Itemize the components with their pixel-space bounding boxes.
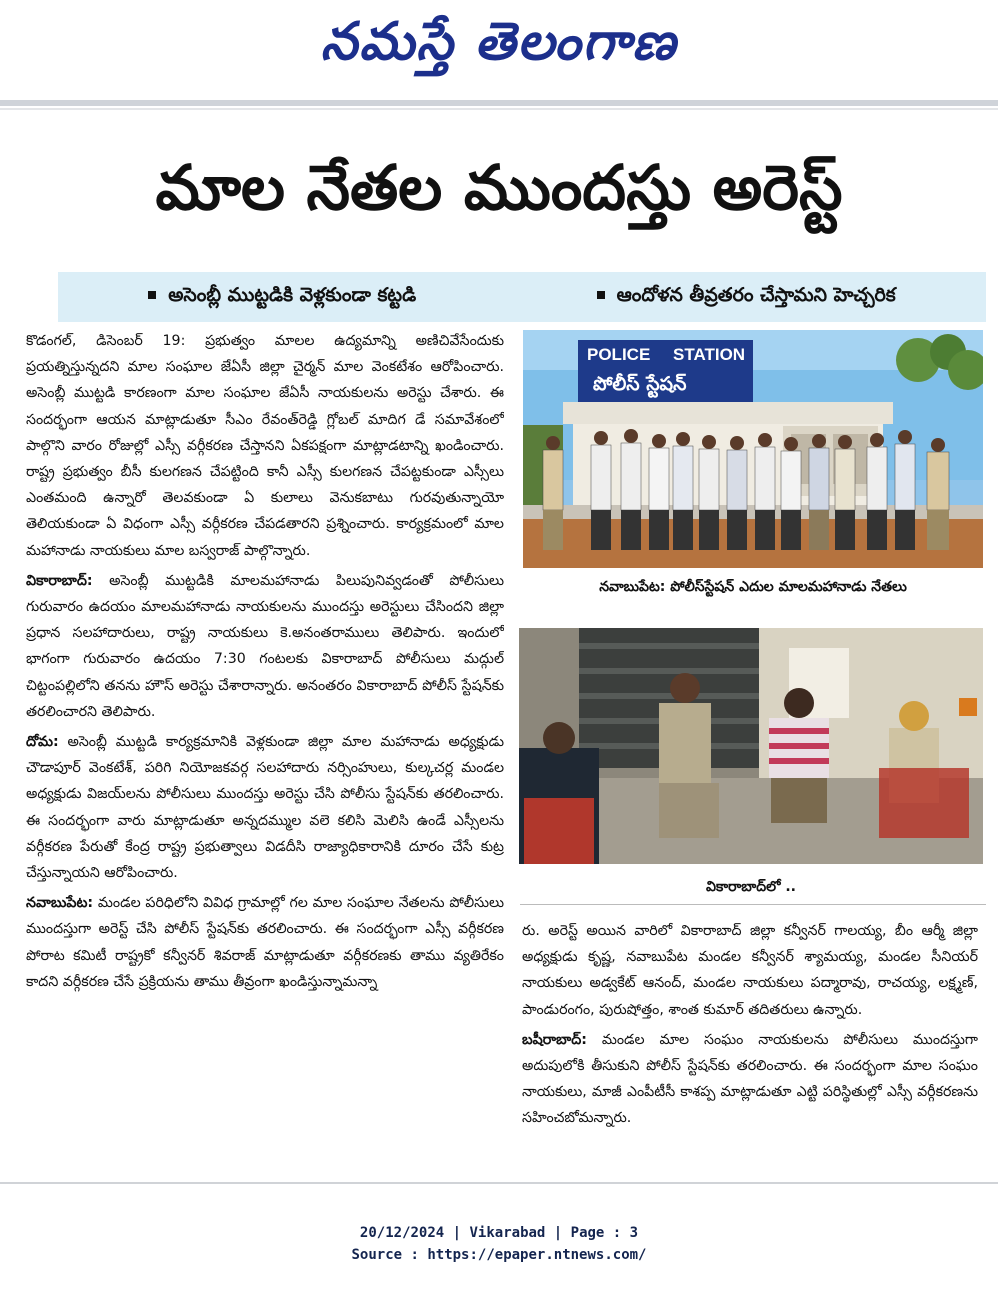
photo-detained-leaders — [519, 628, 983, 864]
masthead — [0, 6, 998, 78]
bottom-divider — [0, 1182, 998, 1184]
headline: మాల నేతల ముందస్తు అరెస్ట్ — [155, 151, 843, 224]
article-paragraph: నవాబుపేట: మండల పరిధిలోని వివిధ గ్రామాల్లో గల మాల సంఘాల నేతలను పోలీసులు ముందస్తుగా అరెస్ట్ చేసి పోలీస్ స్టేషన్‌కు తరలించారు. ఈ సందర్భంగా ఎస్సీ వర్గీకరణ పోరాట కమిటీ రాష్ట్రకో కన్వీనర్ శివరాజ్ మాట్లాడుతూ వర్గీకరణకు తాము వ్యతిరేకం కాదని వర్గీకరణ చేసే ప్రక్రియను తాము తీవ్రంగా ఖండిస్తున్నామన్నా — [26, 895, 504, 990]
article-paragraph: బషీరాబాద్: మండల మాల సంఘం నాయకులను పోలీసులు ముందస్తుగా అదుపులోకి తీసుకుని పోలీస్ స్టేషన్‌కు తరలించారు. ఈ సందర్భంగా మాల సంఘం నాయకులు, మాజీ ఎంపీటీసీ కాశప్ప మాట్లాడుతూ ఎట్టి పరిస్థితుల్లో ఎస్సీ వర్గీకరణను సహించబోమన్నారు. — [522, 1031, 978, 1127]
subheadline-bar — [58, 272, 986, 322]
caption-divider — [520, 904, 986, 905]
photo-caption-2: వికారాబాద్‌లో .. — [705, 879, 797, 895]
sign-station: STATION — [673, 345, 746, 364]
masthead-divider — [0, 100, 998, 106]
sign-police: POLICE — [587, 345, 651, 364]
dateline-vikarabad: వికారాబాద్: — [26, 572, 93, 589]
bullet-icon — [597, 291, 605, 299]
footer-source: Source : https://epaper.ntnews.com/ — [351, 1247, 647, 1263]
footer-date-edition: 20/12/2024 | Vikarabad | Page : 3 — [359, 1225, 639, 1241]
photo-police-station-group — [523, 330, 983, 568]
sign-telugu: పోలీస్ స్టేషన్ — [593, 373, 687, 395]
bullet-icon — [148, 291, 156, 299]
dateline-basheerabad: బషీరాబాద్: — [522, 1031, 587, 1048]
article-left-column — [26, 328, 504, 1160]
article-paragraph: దోమ: అసెంబ్లీ ముట్టడి కార్యక్రమానికి వెళ్లకుండా జిల్లా మాల మహానాడు అధ్యక్షుడు చౌడాపూర్ వెంకటేశ్, పరిగి నియోజకవర్గ సలహాదారు నర్సింహులు, కుల్కచర్ల మండల అధ్యక్షుడు విజయ్‌లను పోలీసులు ముందస్తు అరెస్టు చేసి పోలీసు స్టేషన్‌కు తరలించారు. ఈ సందర్భంగా వారు మాట్లాడుతూ అన్నదమ్ముల వలె కలిసి మెలిసి ఉండే ఎస్సీలను వర్గీకరణ పేరుతో కేంద్ర రాష్ట్ర ప్రభుత్వాలు విడదీసి రాజ్యాధికారానికి దూరం చేసే కుట్ర చేస్తున్నాయని ఆరోపించారు. — [26, 734, 504, 882]
masthead-divider-thin — [0, 108, 998, 110]
footer — [0, 1222, 998, 1266]
photo-caption-1: నవాబుపేట: పోలీస్‌స్టేషన్ ఎదుల మాలమహానాడు నేతలు — [599, 579, 907, 595]
article-paragraph: రు. అరెస్ట్ అయిన వారిలో వికారాబాద్ జిల్లా కన్వీనర్ గాలయ్య, బీం ఆర్మీ జిల్లా అధ్యక్షుడు కృష్ణ, నవాబుపేట మండల కన్వీనర్ శ్యామయ్య, మండల సీనియర్ నాయకులు అడ్వకేట్ ఆనంద్, మండల నాయకులు పద్మారావు, రాచయ్య, లక్ష్మణ్, పాండురంగం, పురుషోత్తం, శాంత కుమార్ తదితరులు ఉన్నారు. — [522, 923, 978, 1018]
article-paragraph: వికారాబాద్: అసెంబ్లీ ముట్టడికి మాలమహానాడు పిలుపునివ్వడంతో పోలీసులు గురువారం ఉదయం మాలమహానాడు నాయకులను ముందస్తు అరెస్టులు చేసిందని జిల్లా ప్రధాన సలహాదారులు, రాష్ట్ర నాయకులు కె.అనంతరాములు తెలిపారు. ఇందులో భాగంగా గురువారం ఉదయం 7:30 గంటలకు వికారాబాద్ పోలీసులు మద్గుల్ చిట్టంపల్లిలోని తనను హౌస్ అరెస్టు చేశారాన్నారు. అనంతరం వికారాబాద్ పోలీస్ స్టేషన్‌కు తరలించారని తెలిపారు. — [26, 572, 504, 720]
subheadline-2: ఆందోళన తీవ్రతరం చేస్తామని హెచ్చరిక — [597, 284, 896, 311]
newspaper-title: నమస్తే తెలంగాణ — [320, 11, 678, 72]
dateline-doma: దోమ: — [26, 734, 59, 751]
article-right-column — [522, 918, 978, 1162]
dateline-nawabpet: నవాబుపేట: — [26, 895, 94, 912]
article-paragraph: కొడంగల్, డిసెంబర్ 19: ప్రభుత్వం మాలల ఉద్యమాన్ని అణిచివేసేందుకు ప్రయత్నిస్తున్నదని మాల సంఘాల జేఏసీ జిల్లా చైర్మన్ మాల వెంకటేశం ఆరోపించారు. అసెంబ్లీ ముట్టడి కారణంగా మాల సంఘాల జేఏసీ నాయకులను అరెస్టు చేశారు. ఈ సందర్భంగా ఆయన మాట్లాడుతూ సీఎం రేవంత్‌రెడ్డి గ్లోబల్ మాదిగ డే సమావేశంలో పాల్గొని వారం రోజుల్లో ఎస్సీ వర్గీకరణ చేస్తానని ఏకపక్షంగా మాట్లాడటాన్ని ఖండించారు. రాష్ట్ర ప్రభుత్వం బీసీ కులగణన చేపట్టింది కానీ ఎస్సీ కులగణన చేపట్టకుండా ఎస్సీలు ఎంతమంది ఉన్నారో తెలవకుండా ఏ కులాలు వెనుకబాటు గురవుతున్నాయో తెలియకుండా ఏ విధంగా ఎస్సీ వర్గీకరణ చేపడతారని ప్రశ్నించారు. కార్యక్రమంలో మాల మహానాడు నాయకులు మాల బస్వరాజ్ పాల్గొన్నారు. — [26, 333, 504, 559]
subheadline-1: అసెంబ్లీ ముట్టడికి వెళ్లకుండా కట్టడి — [148, 284, 416, 311]
